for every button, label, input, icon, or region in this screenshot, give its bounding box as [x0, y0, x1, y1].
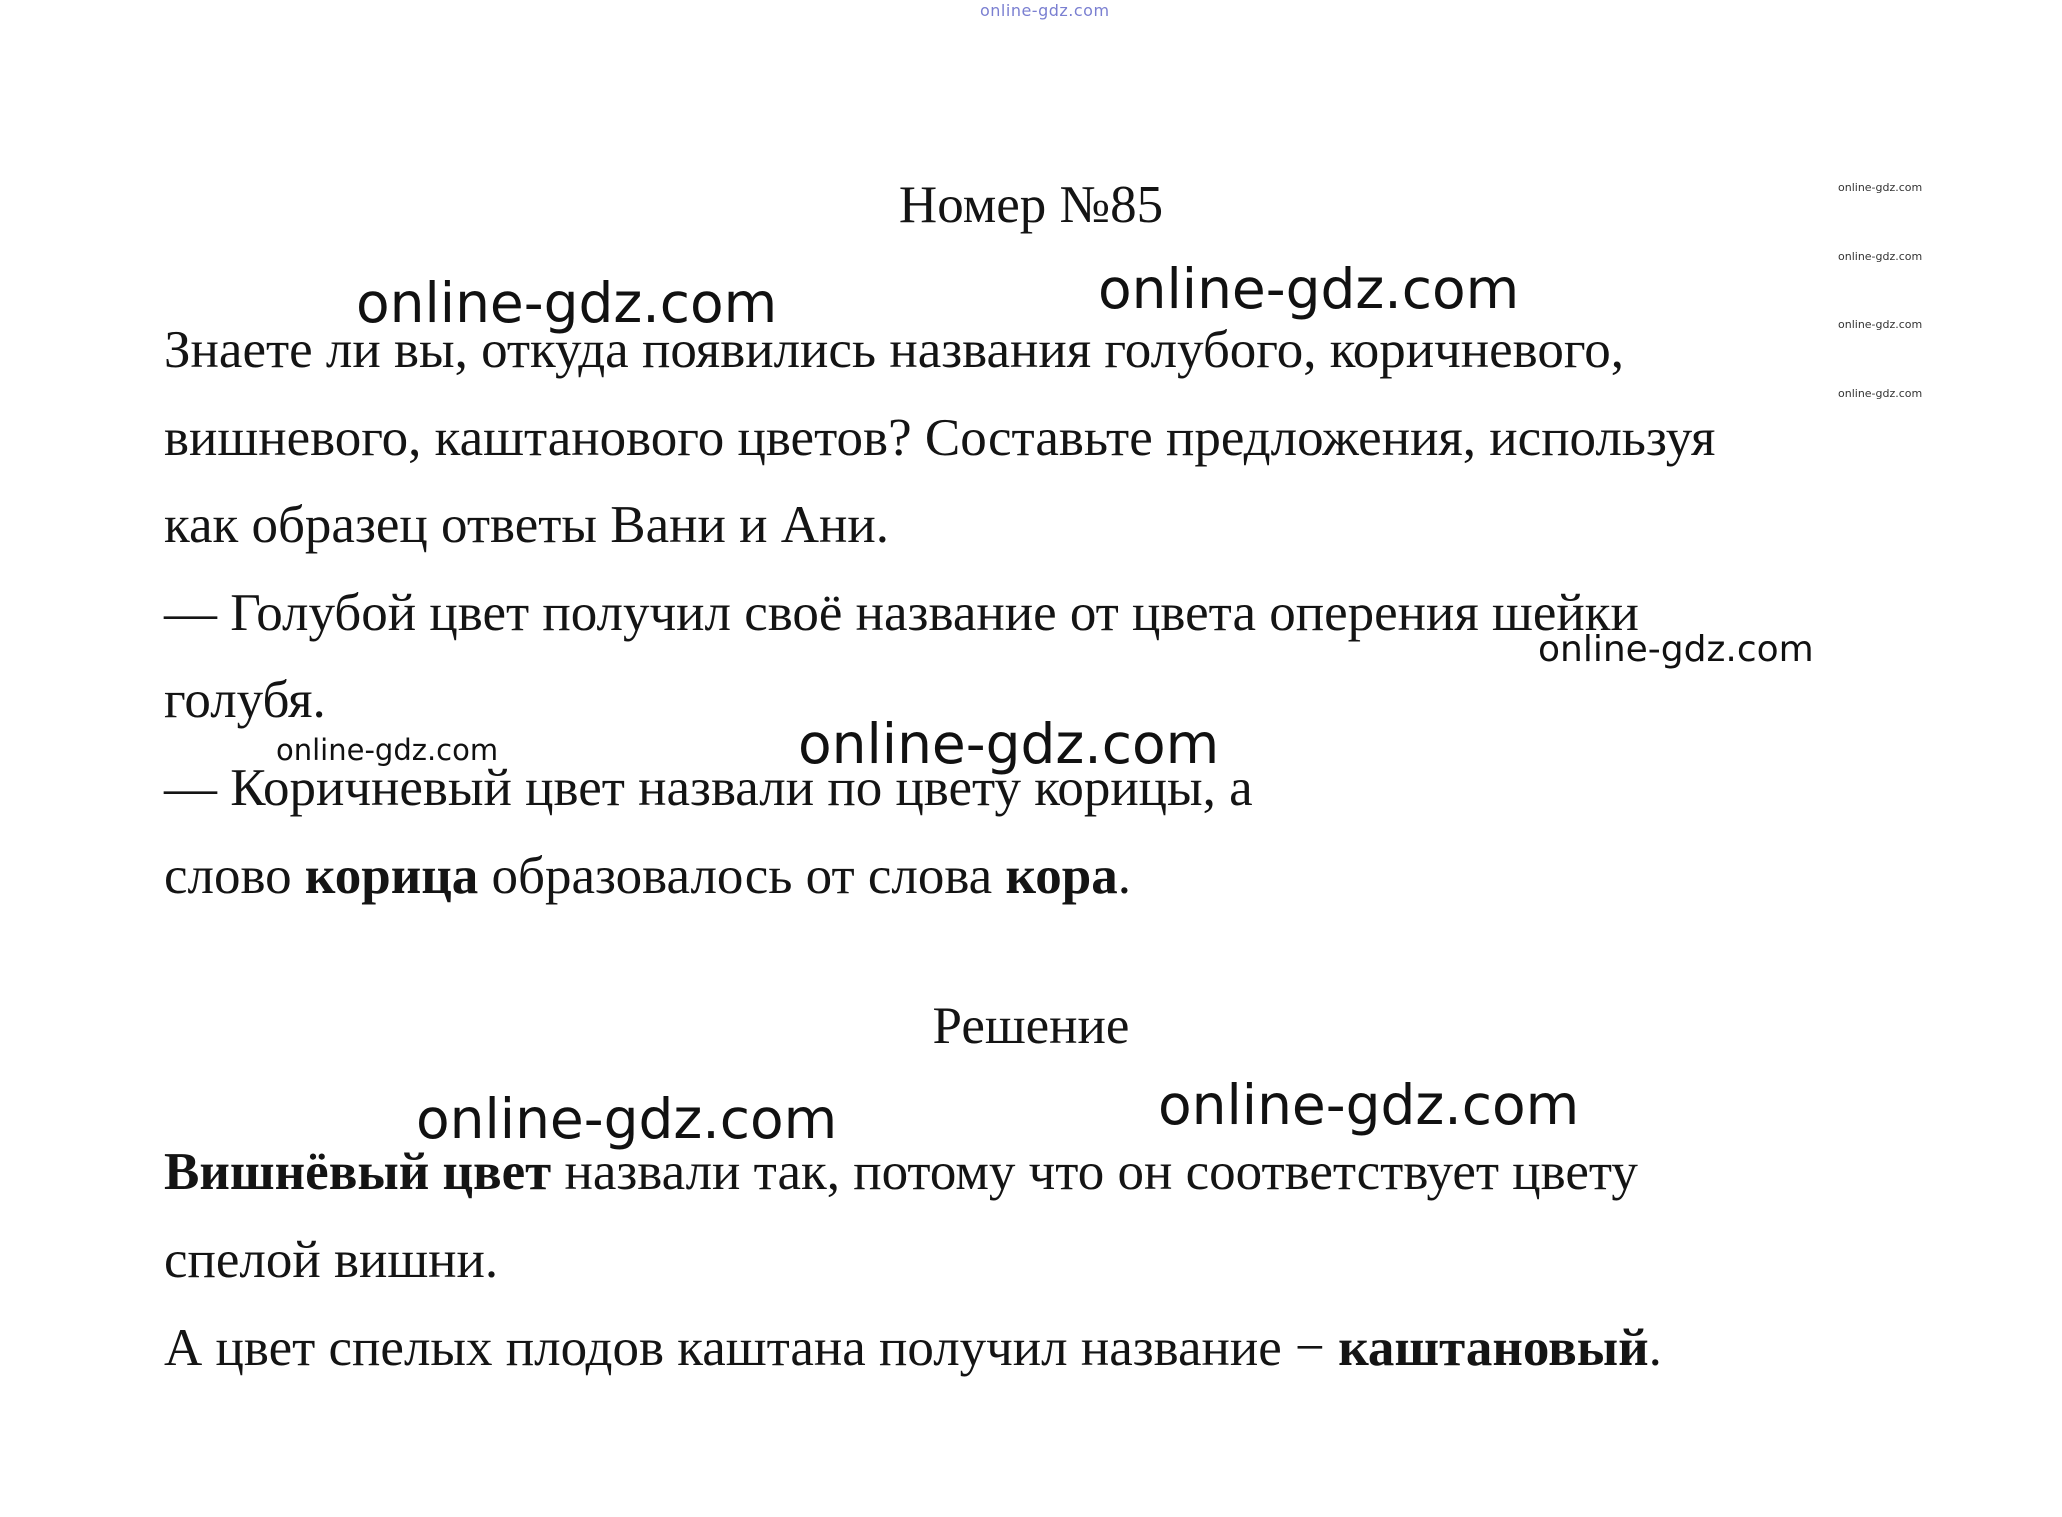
watermark-big-3: online-gdz.com — [798, 712, 1220, 776]
task-line-7-part-2: образовалось от слова — [478, 847, 1006, 905]
solution-line-1 — [164, 1142, 1638, 1202]
watermark-big-2: online-gdz.com — [1098, 257, 1520, 321]
solution-line-3-part-1: А цвет спелых плодов каштана получил название − — [164, 1319, 1339, 1377]
watermark-big-1: online-gdz.com — [356, 271, 778, 335]
watermark-big-5: online-gdz.com — [1158, 1073, 1580, 1137]
side-watermark-3: online-gdz.com — [1838, 318, 1923, 331]
task-line-7-part-1: слово — [164, 847, 305, 905]
task-line-7-part-3: . — [1117, 847, 1132, 905]
watermark-mid-1: online-gdz.com — [1538, 629, 1814, 670]
solution-line-3-part-2: . — [1648, 1319, 1662, 1377]
bold-word-kashtanovyi: каштановый — [1338, 1319, 1649, 1377]
bold-word-korica: корица — [304, 847, 479, 905]
bold-word-kora: кора — [1005, 847, 1118, 905]
bold-phrase-vishnevyi-cvet: Вишнёвый цвет — [164, 1143, 552, 1201]
solution-heading: Решение — [932, 997, 1130, 1055]
watermark-small-1: online-gdz.com — [276, 733, 499, 767]
page-title: Номер №85 — [898, 176, 1164, 234]
task-line-7 — [164, 846, 1131, 906]
task-line-2: вишневого, каштанового цветов? Составьте предложения, используя — [164, 409, 1716, 467]
task-line-1: Знаете ли вы, откуда появились названия голубого, коричневого, — [164, 321, 1625, 379]
task-line-6: — Коричневый цвет назвали по цвету корицы, а — [164, 759, 1253, 817]
task-line-4: — Голубой цвет получил своё название от цвета оперения шейки — [164, 584, 1639, 642]
side-watermark-4: online-gdz.com — [1838, 387, 1923, 400]
top-watermark: online-gdz.com — [980, 1, 1110, 20]
side-watermark-2: online-gdz.com — [1838, 250, 1923, 263]
solution-line-2: спелой вишни. — [164, 1231, 499, 1289]
solution-line-1-rest: назвали так, потому что он соответствует цвету — [551, 1143, 1638, 1201]
solution-line-3 — [164, 1318, 1662, 1378]
task-line-5: голубя. — [164, 671, 326, 729]
side-watermark-1: online-gdz.com — [1838, 181, 1923, 194]
watermark-big-4: online-gdz.com — [416, 1087, 838, 1151]
task-line-3: как образец ответы Вани и Ани. — [164, 496, 889, 554]
